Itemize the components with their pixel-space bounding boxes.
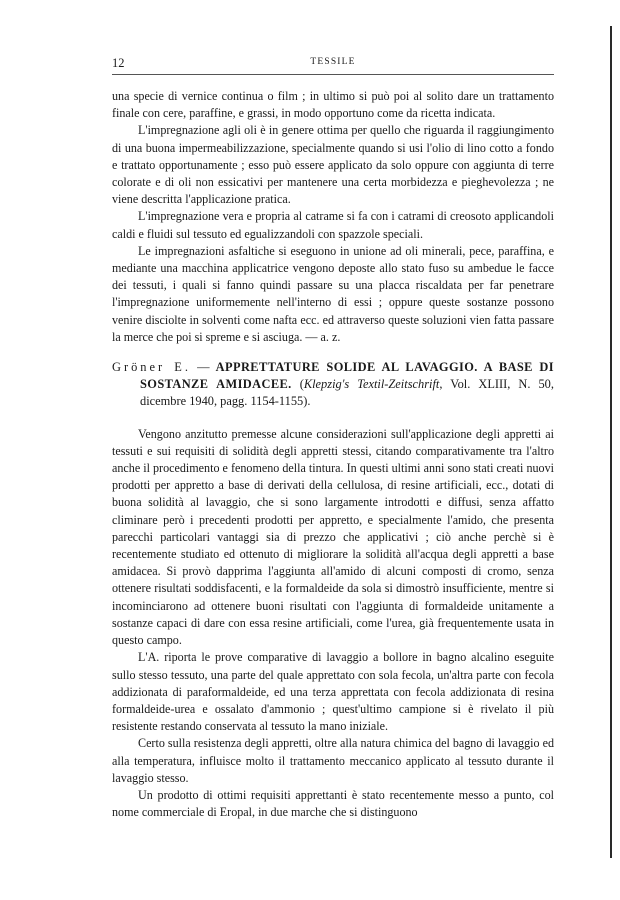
header-rule — [112, 74, 554, 75]
article-heading — [112, 359, 554, 411]
page-edge-line — [610, 26, 612, 858]
heading-dash: — — [190, 360, 216, 375]
running-title: TESSILE — [310, 57, 356, 67]
page-number: 12 — [112, 56, 125, 70]
paragraph: una specie di vernice continua o film ; in ultimo si può poi al solito dare un trattamento finale con cere, paraffine, e grassi, in modo opportuno come da ricetta indicata. — [112, 89, 554, 121]
body-text — [112, 88, 554, 821]
reference-details: , Vol. XLIII, N. 50, dicembre 1940, pagg. 1154-1155). — [140, 377, 554, 409]
paragraph: L'impregnazione vera e propria al catrame si fa con i catrami di creosoto applicandoli caldi e fluidi sul tessuto ed egualizzandoli con spazzole speciali. — [112, 209, 554, 241]
paragraph: Un prodotto di ottimi requisiti apprettanti è stato recentemente messo a punto, col nome commerciale di Eropal, in due marche che si distinguono — [112, 787, 554, 820]
paragraph: Certo sulla resistenza degli appretti, oltre alla natura chimica del bagno di lavaggio ed alla temperatura, influisce molto il trattamento meccanico applicato al tessuto durante il lavaggio stesso. — [112, 736, 554, 785]
article-title: APPRETTATURE SOLIDE AL LAVAGGIO. A BASE DI SOSTANZE AMIDACEE. — [140, 360, 554, 392]
journal-name: Klepzig's Textil-Zeitschrift — [303, 377, 440, 392]
reference-open: ( — [291, 377, 304, 392]
article-author: Gröner E. — [112, 360, 191, 375]
paragraph: L'impregnazione agli oli è in genere ottima per quello che riguarda il raggiungimento di una buona impermeabilizzazione, specialmente quando si usi l'olio di lino cotto a fondo e trattato opportunamente ; esso può essere applicato da solo oppure con aggiunta di terre colorate e di oli non essicativi per mantenere una certa morbidezza e pieghevolezza ; ne viene descritta l'applicazione pratica. — [112, 123, 554, 207]
paragraph: Le impregnazioni asfaltiche si eseguono in unione ad oli minerali, pece, paraffina, e mediante una macchina applicatrice vengono deposte allo stato fuso su ambedue le facce dei tessuti, i quali si fanno quindi passare su una placca riscaldata per far penetrare l'impregnazione uniformemente nell'interno di essi ; oppure queste sostanze possono venire disciolte in solventi come nafta ecc. ed attraverso queste soluzioni vien fatta passare la merce che poi si spreme e si asciuga. — a. z. — [112, 243, 554, 344]
paragraph: Vengono anzitutto premesse alcune considerazioni sull'applicazione degli appretti ai tessuti e sui requisiti di solidità degli appretti stessi, citando comparativamente tra l'altro anche il procedimento e fenomeno della tintura. In questi ultimi anni sono stati creati nuovi prodotti per appretto a base di derivati della cellulosa, di resine artificiali, ecc., dotati di buona solidità al lavaggio, che si sono largamente introdotti e diffusi, senza affatto climinare però i precedenti prodotti per appretto, e specialmente l'amido, che presenta parecchi particolari vantaggi sia di prezzo che applicativi ; ciò anche perchè si è recentemente studiato ed ottenuto di migliorare la solidità all'acqua degli appretti a base amidacea. Si provò dapprima l'aggiunta all'amido di alcuni composti di cromo, senza ottenere risultati soddisfacenti, e la formaldeide da sola si dimostrò insufficiente, mentre si incominciarono ad ottenere buoni risultati con l'aggiunta di formaldeide unitamente a sostanze capaci di dare con essa resine artificiali, come l'urea, già frequentemente usata in questo campo. — [112, 426, 554, 648]
page-header — [112, 56, 554, 72]
paragraph: L'A. riporta le prove comparative di lavaggio a bollore in bagno alcalino eseguite sullo stesso tessuto, una parte del quale apprettato con sola fecola, un'altra parte con fecola addizionata di paraformaldeide, ed una terza apprettata con fecola addizionata di resina formaldeide-urea e ossalato d'ammonio ; quest'ultimo campione si è rivelato il più resistente restando conservata al tessuto la mano iniziale. — [112, 650, 554, 734]
